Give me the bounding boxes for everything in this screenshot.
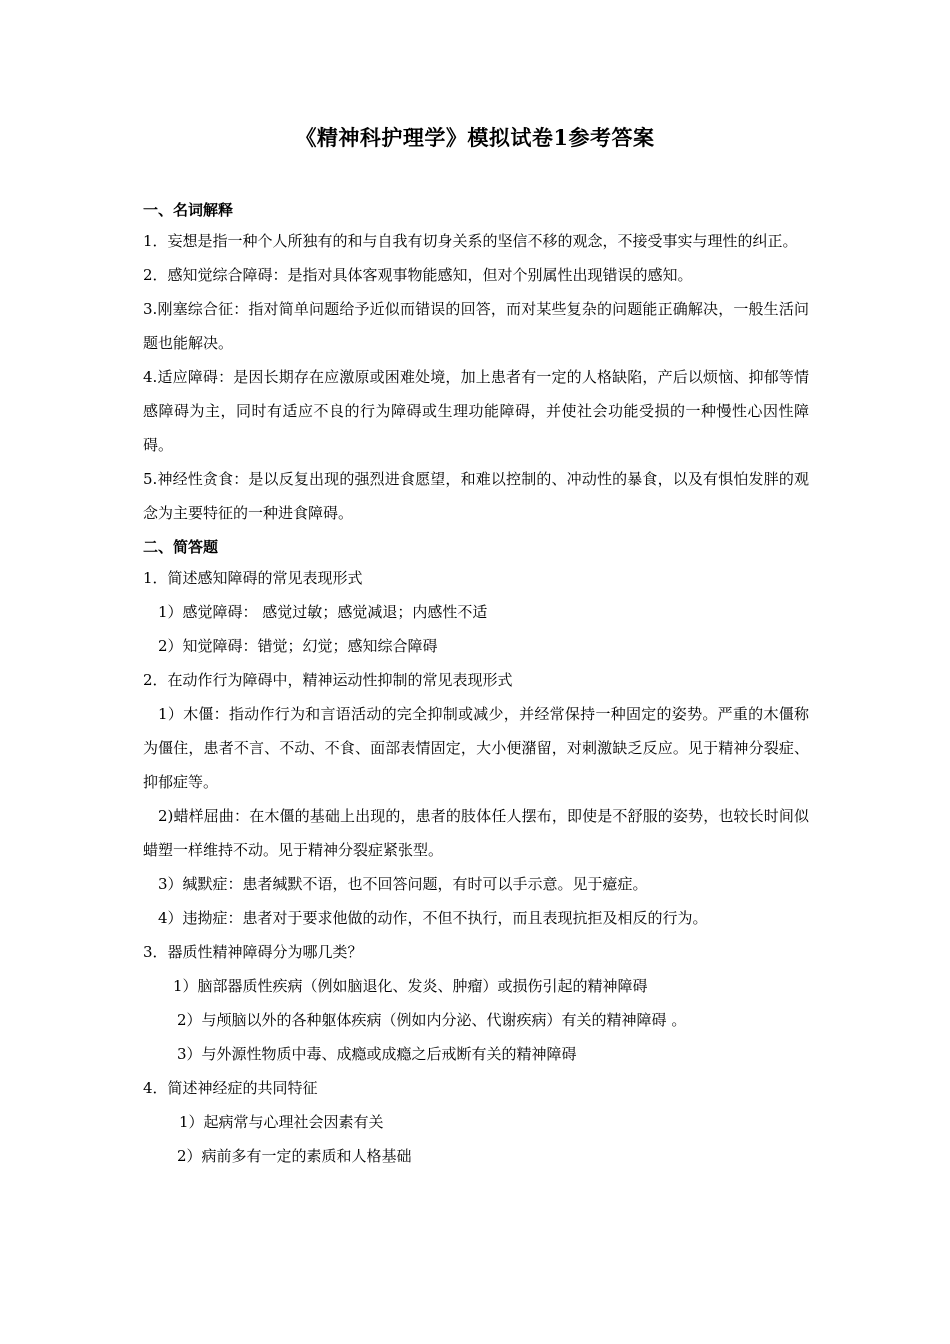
answer-item: 3）与外源性物质中毒、成瘾或成瘾之后戒断有关的精神障碍: [177, 1045, 577, 1063]
question-1: 1．简述感知障碍的常见表现形式: [143, 569, 363, 587]
definition-item: 5.神经性贪食：是以反复出现的强烈进食愿望，和难以控制的、冲动性的暴食，以及有惧怕发胖的观念为主要特征的一种进食障碍。: [143, 470, 809, 522]
answer-item: 1）感觉障碍： 感觉过敏；感觉减退；内感性不适: [158, 603, 488, 621]
question-3: 3．器质性精神障碍分为哪几类？: [143, 943, 363, 961]
answer-item: 4）违拗症：患者对于要求他做的动作，不但不执行，而且表现抗拒及相反的行为。: [158, 909, 708, 927]
section-heading-short-answer: 二、简答题: [143, 538, 219, 556]
answer-item: 1）木僵：指动作行为和言语活动的完全抑制或减少，并经常保持一种固定的姿势。严重的木僵称为僵住，患者不言、不动、不食、面部表情固定，大小便潴留，对刺激缺乏反应。见于精神分裂症、抑郁症等。: [143, 705, 809, 791]
answer-item: 2）知觉障碍：错觉；幻觉；感知综合障碍: [158, 637, 438, 655]
document-title: 《精神科护理学》模拟试卷1参考答案: [295, 125, 655, 150]
answer-item: 2)蜡样屈曲：在木僵的基础上出现的，患者的肢体任人摆布，即使是不舒服的姿势，也较长时间似蜡塑一样维持不动。见于精神分裂症紧张型。: [143, 807, 809, 859]
document-body: [143, 196, 809, 1173]
answer-item: 3）缄默症：患者缄默不语，也不回答问题，有时可以手示意。见于癔症。: [158, 875, 648, 893]
definition-item: 2．感知觉综合障碍：是指对具体客观事物能感知，但对个别属性出现错误的感知。: [143, 266, 693, 284]
answer-item: 1）起病常与心理社会因素有关: [179, 1113, 384, 1131]
section-heading-definitions: 一、名词解释: [143, 201, 234, 219]
answer-item: 1）脑部器质性疾病（例如脑退化、发炎、肿瘤）或损伤引起的精神障碍: [173, 977, 648, 995]
answer-item: 2）与颅脑以外的各种躯体疾病（例如内分泌、代谢疾病）有关的精神障碍 。: [177, 1011, 687, 1029]
definition-item: 4.适应障碍：是因长期存在应激原或困难处境，加上患者有一定的人格缺陷，产后以烦恼、抑郁等情感障碍为主，同时有适应不良的行为障碍或生理功能障碍，并使社会功能受损的一种慢性心因性障碍。: [143, 368, 809, 454]
answer-item: 2）病前多有一定的素质和人格基础: [177, 1147, 412, 1165]
definition-item: 1．妄想是指一种个人所独有的和与自我有切身关系的坚信不移的观念，不接受事实与理性的纠正。: [143, 232, 798, 250]
question-2: 2．在动作行为障碍中，精神运动性抑制的常见表现形式: [143, 671, 513, 689]
question-4: 4．简述神经症的共同特征: [143, 1079, 318, 1097]
definition-item: 3.刚塞综合征：指对简单问题给予近似而错误的回答，而对某些复杂的问题能正确解决，一般生活问题也能解决。: [143, 300, 809, 352]
